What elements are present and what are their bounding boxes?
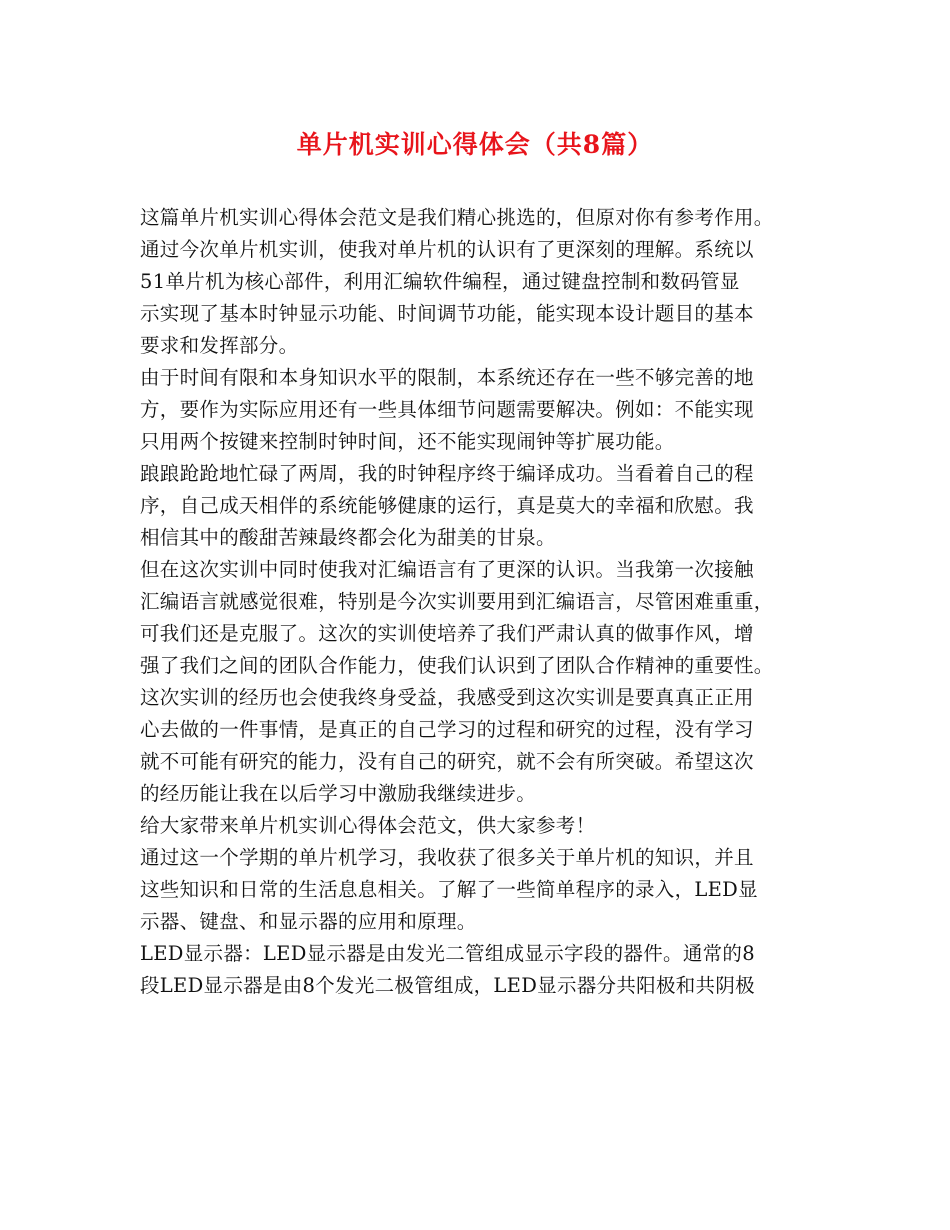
text-line: 示器、键盘、和显示器的应用和原理。 <box>140 910 477 933</box>
text-line: 心去做的一件事情，是真正的自己学习的过程和研究的过程，没有学习 <box>140 718 754 741</box>
text-line: 只用两个按键来控制时钟时间，还不能实现闹钟等扩展功能。 <box>140 430 675 453</box>
text-line: 段LED显示器是由8个发光二极管组成，LED显示器分共阳极和共阴极 <box>140 974 755 997</box>
text-line: 但在这次实训中同时使我对汇编语言有了更深的认识。当我第一次接触 <box>140 558 754 581</box>
text-line: 通过今次单片机实训，使我对单片机的认识有了更深刻的理解。系统以 <box>140 238 754 261</box>
text-line: 通过这一个学期的单片机学习，我收获了很多关于单片机的知识，并且 <box>140 846 754 869</box>
text-line: 示实现了基本时钟显示功能、时间调节功能，能实现本设计题目的基本 <box>140 302 754 325</box>
text-line: 相信其中的酸甜苦辣最终都会化为甜美的甘泉。 <box>140 526 556 549</box>
document-body <box>140 202 814 1002</box>
text-line: 强了我们之间的团队合作能力，使我们认识到了团队合作精神的重要性。 <box>140 654 774 677</box>
text-line: 踉踉跄跄地忙碌了两周，我的时钟程序终于编译成功。当看着自己的程 <box>140 462 754 485</box>
document-title: 单片机实训心得体会（共8篇） <box>296 130 654 159</box>
text-line: 汇编语言就感觉很难，特别是今次实训要用到汇编语言，尽管困难重重， <box>140 590 774 613</box>
text-line: 可我们还是克服了。这次的实训使培养了我们严肃认真的做事作风，增 <box>140 622 754 645</box>
text-line: 序，自己成天相伴的系统能够健康的运行，真是莫大的幸福和欣慰。我 <box>140 494 754 517</box>
text-line: 要求和发挥部分。 <box>140 334 299 357</box>
text-line: 给大家带来单片机实训心得体会范文，供大家参考！ <box>140 814 596 837</box>
text-line: 这次实训的经历也会使我终身受益，我感受到这次实训是要真真正正用 <box>140 686 754 709</box>
text-line: LED显示器：LED显示器是由发光二管组成显示字段的器件。通常的8 <box>140 942 755 965</box>
text-line: 由于时间有限和本身知识水平的限制，本系统还存在一些不够完善的地 <box>140 366 754 389</box>
text-line: 这篇单片机实训心得体会范文是我们精心挑选的，但原对你有参考作用。 <box>140 206 774 229</box>
text-line: 就不可能有研究的能力，没有自己的研究，就不会有所突破。希望这次 <box>140 750 754 773</box>
text-line: 方，要作为实际应用还有一些具体细节问题需要解决。例如：不能实现 <box>140 398 754 421</box>
text-line: 这些知识和日常的生活息息相关。了解了一些简单程序的录入，LED显 <box>140 878 758 901</box>
text-line: 的经历能让我在以后学习中激励我继续进步。 <box>140 782 537 805</box>
text-line: 51单片机为核心部件，利用汇编软件编程，通过键盘控制和数码管显 <box>140 270 740 293</box>
